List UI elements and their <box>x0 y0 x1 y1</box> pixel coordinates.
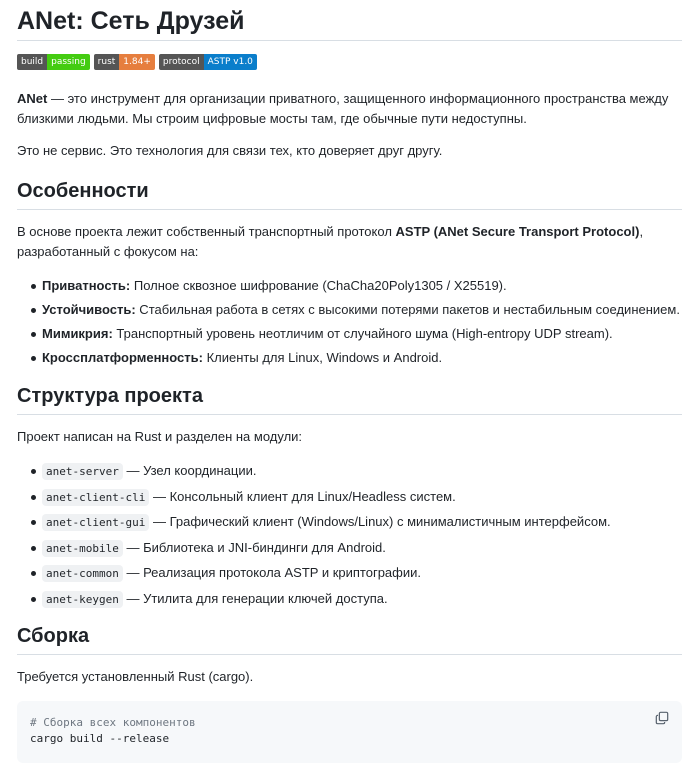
list-item <box>42 512 682 533</box>
module-text: — Утилита для генерации ключей доступа. <box>122 590 388 606</box>
badge-protocol[interactable] <box>159 54 257 70</box>
feature-text: Транспортный уровень неотличим от случайного шума (High-entropy UDP stream). <box>112 326 613 341</box>
module-text: — Консольный клиент для Linux/Headless систем. <box>149 488 456 504</box>
feature-term: Приватность: <box>42 278 131 293</box>
feature-term: Устойчивость: <box>42 302 136 317</box>
code-block[interactable] <box>17 701 682 763</box>
build-lead: Требуется установленный Rust (cargo). <box>17 668 254 684</box>
code-command: cargo build --release <box>30 731 170 745</box>
badge-label: protocol <box>159 54 204 70</box>
feature-term: Мимикрия: <box>42 326 113 341</box>
intro-paragraph <box>17 89 682 129</box>
module-code: anet-common <box>42 565 123 582</box>
features-list <box>17 276 682 368</box>
list-item <box>42 300 682 320</box>
badge-label: rust <box>94 54 120 70</box>
badge-label: build <box>17 54 47 70</box>
structure-heading: Структура проекта <box>17 384 682 415</box>
features-lead-bold: ASTP (ANet Secure Transport Protocol) <box>395 224 640 239</box>
structure-lead: Проект написан на Rust и разделен на модули: <box>17 429 303 444</box>
page-title: ANet: Сеть Друзей <box>17 0 682 41</box>
features-heading: Особенности <box>17 179 682 210</box>
badge-rust[interactable] <box>94 54 155 70</box>
feature-text: Клиенты для Linux, Windows и Android. <box>202 350 443 365</box>
features-lead <box>17 222 682 262</box>
list-item <box>42 589 682 610</box>
feature-term: Кроссплатформенность: <box>42 350 203 365</box>
module-text: — Графический клиент (Windows/Linux) с минималистичным интерфейсом. <box>149 514 611 529</box>
module-text: — Библиотека и JNI-биндинги для Android. <box>122 539 386 555</box>
list-item <box>42 538 682 559</box>
module-code: anet-client-cli <box>42 489 149 506</box>
badge-value: ASTP v1.0 <box>204 54 257 70</box>
feature-text: Стабильная работа в сетях с высокими потерями пакетов и нестабильным соединением. <box>135 302 680 317</box>
badge-value: 1.84+ <box>119 54 155 70</box>
code-comment: # Сборка всех компонентов <box>30 715 196 729</box>
features-lead-text-after: , разработанный с фокусом на: <box>17 224 644 259</box>
feature-text: Полное сквозное шифрование (ChaCha20Poly1305 / X25519). <box>130 278 507 293</box>
list-item <box>42 487 682 508</box>
list-item <box>42 348 682 368</box>
list-item <box>42 324 682 344</box>
module-code: anet-server <box>42 463 123 480</box>
module-code: anet-keygen <box>42 591 123 608</box>
list-item <box>42 563 682 584</box>
copy-icon[interactable] <box>655 711 669 725</box>
intro-bold: ANet <box>17 91 48 106</box>
badge-value: passing <box>47 54 90 70</box>
intro-text: — это инструмент для организации приватного, защищенного информационного пространства между близкими людьми. Мы строим цифровые мосты там, где обычные пути недоступны. <box>17 91 669 126</box>
features-lead-text: В основе проекта лежит собственный транспортный протокол <box>17 224 396 239</box>
module-text: — Узел координации. <box>122 463 257 478</box>
list-item <box>42 461 682 482</box>
badge-row <box>17 54 682 70</box>
badge-build[interactable] <box>17 54 90 70</box>
build-heading: Сборка <box>17 624 682 655</box>
module-code: anet-mobile <box>42 540 123 557</box>
intro-note: Это не сервис. Это технология для связи тех, кто доверяет друг другу. <box>17 143 443 158</box>
module-text: — Реализация протокола ASTP и криптографии. <box>122 565 421 580</box>
modules-list <box>17 461 682 610</box>
module-code: anet-client-gui <box>42 514 149 531</box>
list-item <box>42 276 682 296</box>
